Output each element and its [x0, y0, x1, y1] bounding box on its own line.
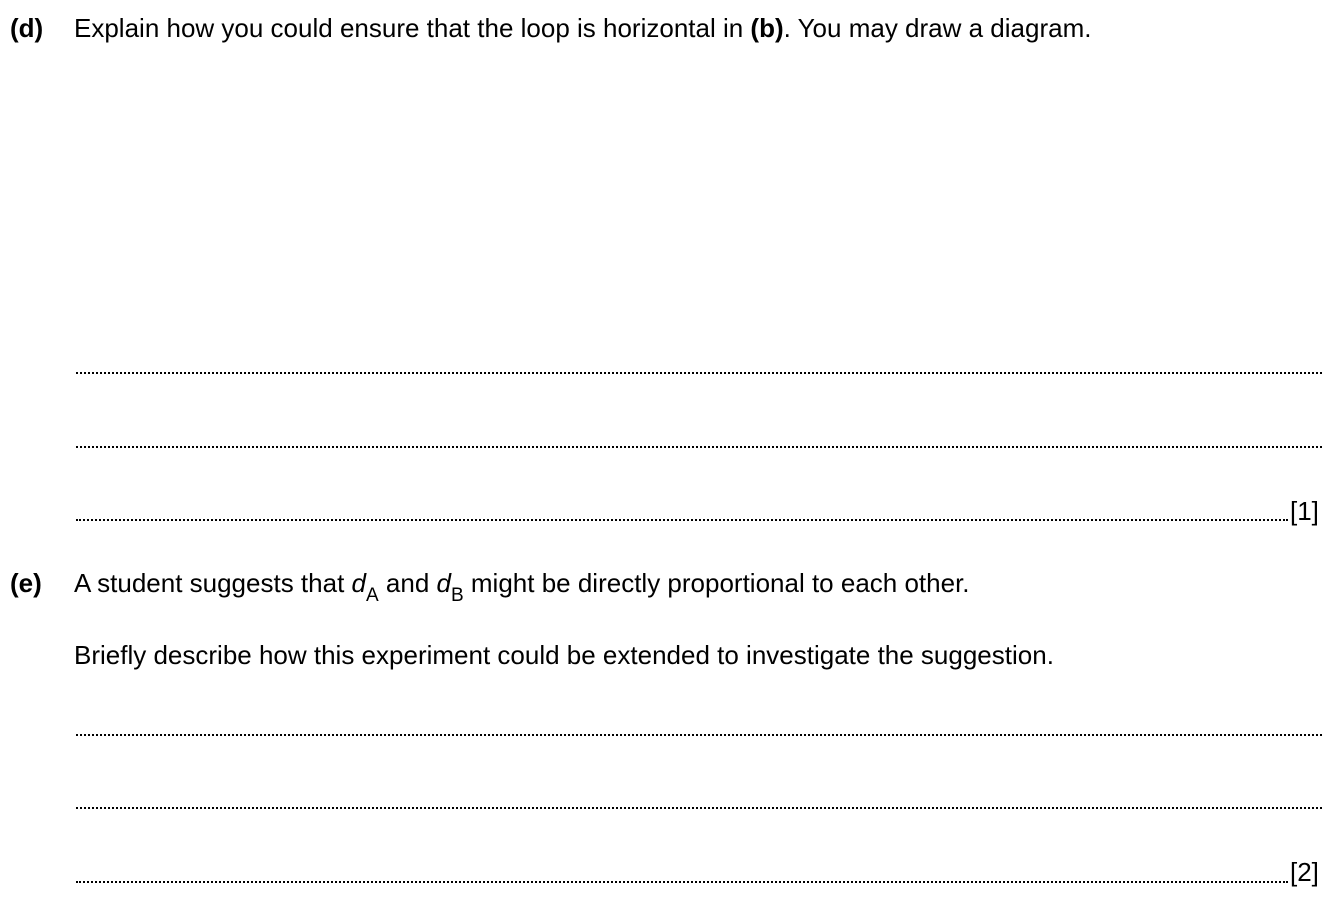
question-d-text	[74, 13, 1091, 43]
question-d-text-before: Explain how you could ensure that the loop is horizontal in	[74, 13, 751, 43]
question-e-line1-c: might be directly proportional to each other.	[463, 568, 970, 598]
question-d-marks: [1]	[1290, 496, 1319, 526]
question-e-marks: [2]	[1290, 857, 1319, 887]
answer-line-d-3[interactable]	[76, 519, 1288, 521]
answer-line-e-1[interactable]	[76, 734, 1322, 736]
drawing-area[interactable]	[76, 60, 1322, 340]
question-e-line1-a: A student suggests that	[74, 568, 352, 598]
variable-d-a: $d_A$	[351, 568, 379, 606]
answer-line-d-2[interactable]	[76, 446, 1322, 448]
question-e-line1-b: and	[378, 568, 437, 598]
answer-line-d-1[interactable]	[76, 372, 1322, 374]
question-d-ref: (b)	[750, 13, 784, 43]
answer-line-e-2[interactable]	[76, 807, 1322, 809]
question-d-label: (d)	[10, 13, 44, 43]
answer-line-e-3[interactable]	[76, 881, 1288, 883]
question-e-line1	[74, 568, 970, 606]
question-e-line2: Briefly describe how this experiment could be extended to investigate the suggestion.	[74, 640, 1054, 670]
question-e-label: (e)	[10, 568, 42, 598]
variable-d-b: $d_B$	[436, 568, 464, 606]
question-d-text-after: . You may draw a diagram.	[783, 13, 1092, 43]
